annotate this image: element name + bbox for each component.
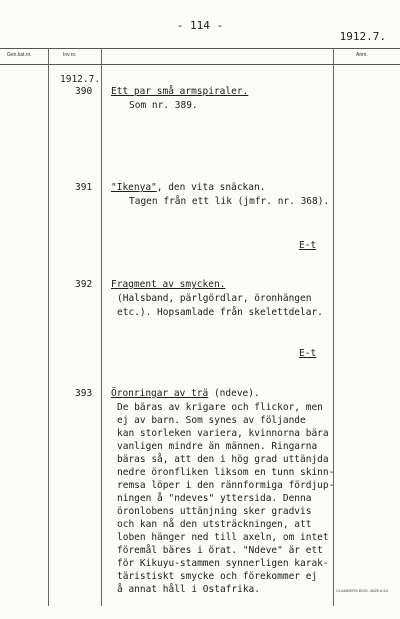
entry-line-393-11: loben hänger ned till axeln, om intet xyxy=(117,532,329,543)
year-marker: 1912.7. xyxy=(60,74,101,85)
column-divider-gen-kat xyxy=(48,48,49,606)
printer-imprint: CLANDERS BOG. 4825 A 54 xyxy=(336,588,388,593)
column-divider-anm xyxy=(333,48,334,606)
entry-title-393-main: Öronringar av trä xyxy=(111,388,209,399)
entry-number-393: 393 xyxy=(75,388,93,399)
entry-title-393-rest: (ndeve). xyxy=(208,388,260,399)
header-top-rule xyxy=(0,48,400,49)
signature-392: E-t xyxy=(299,348,317,359)
column-divider-inv xyxy=(101,48,102,606)
entry-title-391 xyxy=(111,181,265,194)
entry-line-393-5: bäras så, att den i hög grad uttänjda xyxy=(117,454,329,465)
entry-number-392: 392 xyxy=(75,279,93,290)
header-year: 1912.7. xyxy=(339,30,386,43)
entry-line-393-14: täristiskt smycke och förekommer ej xyxy=(117,571,318,582)
entry-number-390: 390 xyxy=(75,86,93,97)
entry-line-393-12: föremål bäres i örat. "Ndeve" är ett xyxy=(117,545,323,556)
entry-line-393-8: ningen å "ndeves" yttersida. Denna xyxy=(117,493,312,504)
entry-line-393-10: och kan nå den utsträckningen, att xyxy=(117,519,312,530)
entry-line-390-1: Som nr. 389. xyxy=(129,100,198,111)
col-header-gen-kat: Gen.kat.nr. xyxy=(7,52,32,58)
entry-line-392-2: etc.). Hopsamlade från skelettdelar. xyxy=(117,307,323,318)
entry-line-393-15: å annat håll i Ostafrika. xyxy=(117,584,260,595)
entry-line-393-2: ej av barn. Som synes av följande xyxy=(117,415,306,426)
entry-title-391-rest: , den vita snäckan. xyxy=(156,182,266,193)
entry-number-391: 391 xyxy=(75,182,93,193)
entry-line-393-13: för Kikuyu-stammen synnerligen karak- xyxy=(117,558,329,569)
entry-line-393-9: öronlobens uttänjning sker gradvis xyxy=(117,506,312,517)
entry-line-392-1: (Halsband, pärlgördlar, öronhängen xyxy=(117,293,312,304)
signature-391: E-t xyxy=(299,240,317,251)
col-header-anm: Anm. xyxy=(356,52,368,58)
entry-line-391-1: Tagen från ett lik (jmfr. nr. 368). xyxy=(129,196,330,207)
entry-line-393-7: remsa löper i den rännformiga fördjup- xyxy=(117,480,335,491)
entry-title-390: Ett par små armspiraler. xyxy=(111,86,249,97)
entry-line-393-1: De bäras av krigare och flickor, men xyxy=(117,402,323,413)
entry-line-393-3: kan storleken variera, kvinnorna bära xyxy=(117,428,329,439)
page-number: - 114 - xyxy=(176,19,224,32)
entry-title-392: Fragment av smycken. xyxy=(111,279,226,290)
col-header-inv: Inv.nr. xyxy=(63,52,77,58)
header-bottom-rule xyxy=(0,64,400,65)
entry-line-393-4: vanligen mindre än männen. Ringarna xyxy=(117,441,318,452)
entry-title-391-quoted: "Ikenya" xyxy=(111,182,157,193)
entry-line-393-6: nedre öronfliken liksom en tunn skinn- xyxy=(117,467,335,478)
entry-title-393 xyxy=(111,387,260,400)
